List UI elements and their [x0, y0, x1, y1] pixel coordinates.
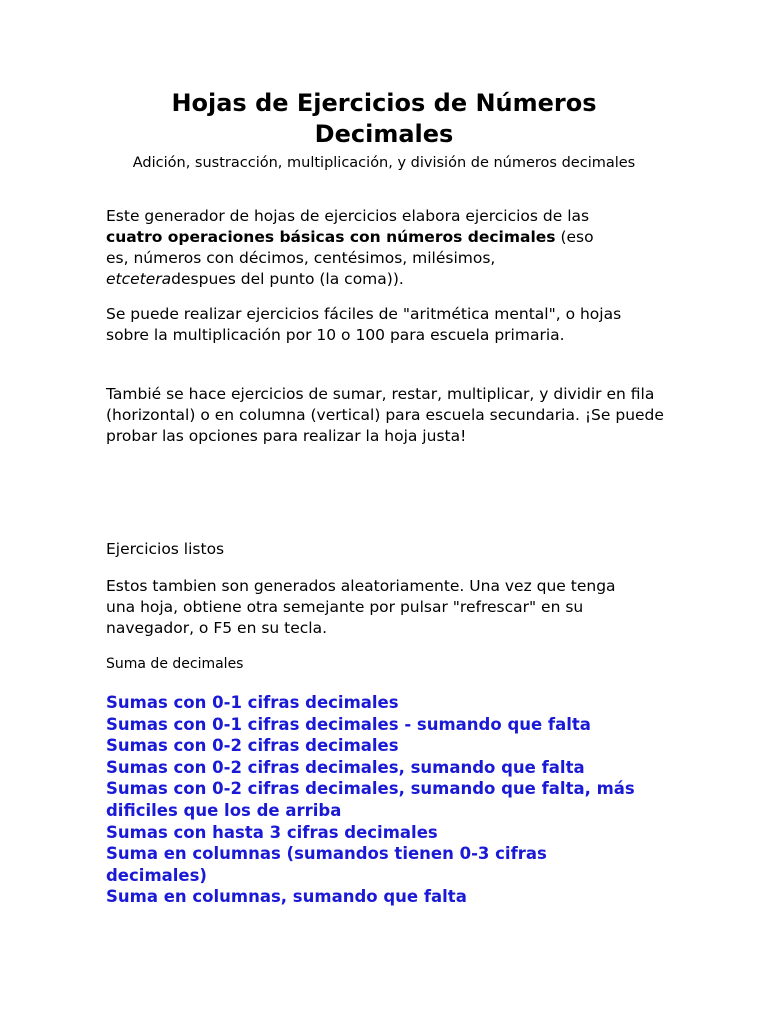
list-item [106, 843, 646, 886]
list-item [106, 735, 646, 757]
addition-links-list [106, 692, 646, 908]
intro-p1-bold: cuatro operaciones básicas con números decimales [106, 228, 556, 246]
page-subtitle: Adición, sustracción, multiplicación, y división de números decimales [132, 155, 636, 171]
intro-p1-italic: etcetera [106, 270, 172, 288]
page-header [100, 88, 668, 173]
ready-exercises-heading: Ejercicios listos [106, 540, 225, 558]
list-item [106, 822, 646, 844]
list-item [106, 886, 646, 908]
intro-p1-prefix: Este generador de hojas de ejercicios elabora ejercicios de las [106, 207, 590, 225]
link-suma-columnas[interactable]: Suma en columnas (sumandos tienen 0-3 cifras decimales) [106, 844, 547, 885]
link-sumas-0-1-sumando-falta[interactable]: Sumas con 0-1 cifras decimales - sumando que falta [106, 714, 591, 734]
intro-paragraph-1 [106, 206, 606, 290]
link-sumas-hasta-3[interactable]: Sumas con hasta 3 cifras decimales [106, 822, 438, 842]
link-sumas-0-2[interactable]: Sumas con 0-2 cifras decimales [106, 736, 399, 756]
ready-exercises-description: Estos tambien son generados aleatoriamente. Una vez que tenga una hoja, obtiene otra semejante por pulsar "refrescar" en su navegador, o F5 en su tecla. [106, 577, 616, 637]
list-item [106, 778, 646, 821]
list-item [106, 692, 646, 714]
list-item [106, 714, 646, 736]
addition-subheading: Suma de decimales [106, 656, 244, 672]
list-item [106, 757, 646, 779]
link-sumas-0-1[interactable]: Sumas con 0-1 cifras decimales [106, 693, 399, 712]
link-sumas-0-2-sumando-falta[interactable]: Sumas con 0-2 cifras decimales, sumando que falta [106, 757, 585, 777]
page-title: Hojas de Ejercicios de Números Decimales [171, 89, 597, 148]
intro-paragraph-2: Se puede realizar ejercicios fáciles de "aritmética mental", o hojas sobre la multiplicación por 10 o 100 para escuela primaria. [106, 305, 622, 344]
link-sumas-0-2-dificiles[interactable]: Sumas con 0-2 cifras decimales, sumando que falta, más dificiles que los de arriba [106, 779, 635, 820]
link-suma-columnas-sumando-falta[interactable]: Suma en columnas, sumando que falta [106, 887, 467, 907]
intro-p1-middle: (eso es, números con décimos, centésimos, milésimos, [106, 228, 594, 267]
intro-paragraph-3: Tambié se hace ejercicios de sumar, restar, multiplicar, y dividir en fila (horizontal) o en columna (vertical) para escuela secundaria. ¡Se puede probar las opciones para realizar la hoja justa! [106, 385, 664, 445]
intro-p1-suffix: despues del punto (la coma)). [171, 270, 404, 288]
